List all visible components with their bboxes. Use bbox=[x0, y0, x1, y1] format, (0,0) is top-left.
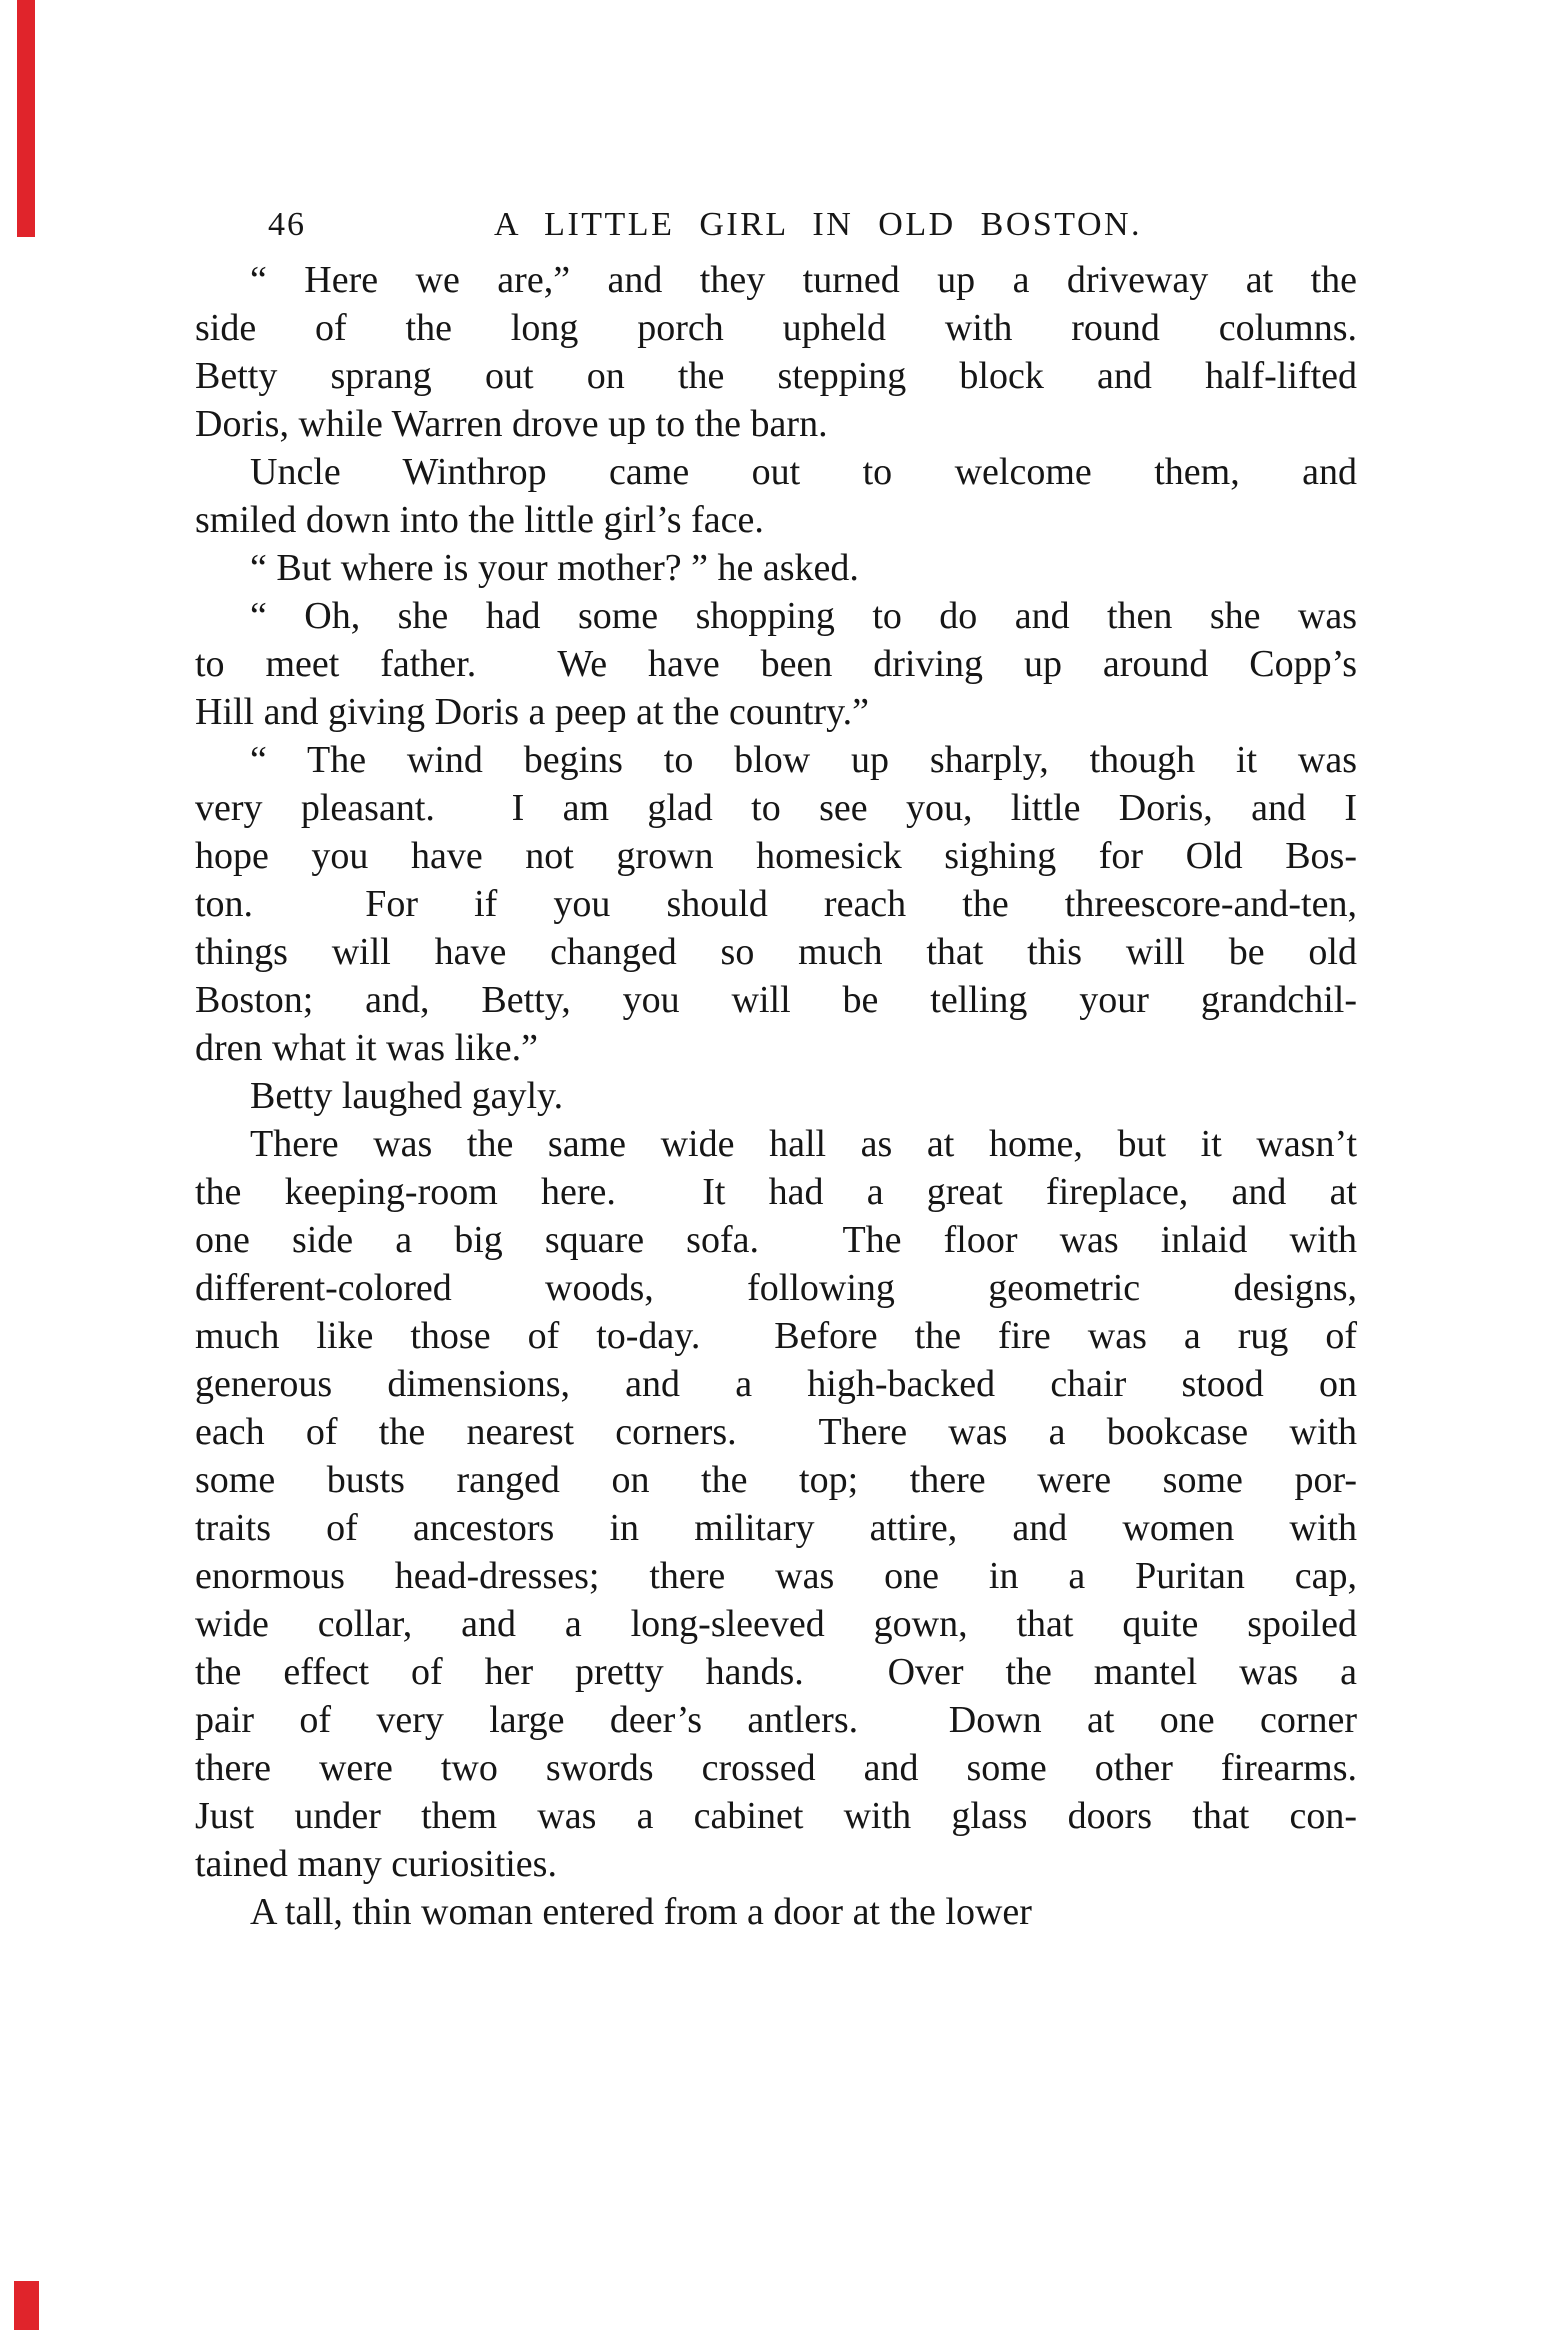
text-block bbox=[195, 256, 1357, 1936]
text-line: hope you have not grown homesick sighing for Old Bos- bbox=[195, 835, 1357, 877]
paragraph bbox=[195, 592, 1357, 736]
text-line: wide collar, and a long-sleeved gown, that quite spoiled bbox=[195, 1603, 1357, 1645]
text-line: much like those of to-day. Before the fire was a rug of bbox=[195, 1315, 1357, 1357]
text-line: some busts ranged on the top; there were some por- bbox=[195, 1459, 1357, 1501]
text-line: “ But where is your mother? ” he asked. bbox=[250, 547, 859, 589]
text-line: very pleasant. I am glad to see you, little Doris, and I bbox=[195, 787, 1357, 829]
text-line: Betty laughed gayly. bbox=[250, 1075, 564, 1117]
paragraph bbox=[195, 1072, 1357, 1120]
text-line: tained many curiosities. bbox=[195, 1843, 557, 1885]
text-column bbox=[195, 202, 1357, 1936]
text-line: Uncle Winthrop came out to welcome them, and bbox=[250, 451, 1357, 493]
text-line: A tall, thin woman entered from a door at the lower bbox=[250, 1891, 1032, 1933]
text-line: “ The wind begins to blow up sharply, though it was bbox=[250, 739, 1357, 781]
red-scan-mark-bottom bbox=[14, 2281, 39, 2330]
paragraph bbox=[195, 256, 1357, 448]
text-line: enormous head-dresses; there was one in a Puritan cap, bbox=[195, 1555, 1357, 1597]
page-number: 46 bbox=[268, 206, 306, 243]
text-line: traits of ancestors in military attire, and women with bbox=[195, 1507, 1357, 1549]
text-line: pair of very large deer’s antlers. Down at one corner bbox=[195, 1699, 1357, 1741]
text-line: things will have changed so much that this will be old bbox=[195, 931, 1357, 973]
text-line: side of the long porch upheld with round columns. bbox=[195, 307, 1357, 349]
paragraph bbox=[195, 1120, 1357, 1888]
paragraph bbox=[195, 448, 1357, 544]
text-line: Betty sprang out on the stepping block and half-lifted bbox=[195, 355, 1357, 397]
text-line: “ Here we are,” and they turned up a driveway at the bbox=[250, 259, 1357, 301]
text-line: each of the nearest corners. There was a bookcase with bbox=[195, 1411, 1357, 1453]
text-line: “ Oh, she had some shopping to do and then she was bbox=[250, 595, 1357, 637]
paragraph bbox=[195, 736, 1357, 1072]
text-line: to meet father. We have been driving up around Copp’s bbox=[195, 643, 1357, 685]
text-line: different-colored woods, following geometric designs, bbox=[195, 1267, 1357, 1309]
text-line: Doris, while Warren drove up to the barn. bbox=[195, 403, 828, 445]
running-title: A LITTLE GIRL IN OLD BOSTON. bbox=[494, 206, 1143, 243]
paragraph bbox=[195, 1888, 1357, 1936]
text-line: the keeping-room here. It had a great fireplace, and at bbox=[195, 1171, 1357, 1213]
page-header bbox=[195, 202, 1357, 248]
text-line: Just under them was a cabinet with glass doors that con- bbox=[195, 1795, 1357, 1837]
text-line: There was the same wide hall as at home, but it wasn’t bbox=[250, 1123, 1357, 1165]
red-scan-mark-top bbox=[17, 0, 35, 237]
text-line: Boston; and, Betty, you will be telling your grandchil- bbox=[195, 979, 1357, 1021]
text-line: ton. For if you should reach the threescore-and-ten, bbox=[195, 883, 1357, 925]
text-line: dren what it was like.” bbox=[195, 1027, 538, 1069]
paragraph bbox=[195, 544, 1357, 592]
text-line: the effect of her pretty hands. Over the mantel was a bbox=[195, 1651, 1357, 1693]
text-line: smiled down into the little girl’s face. bbox=[195, 499, 764, 541]
text-line: one side a big square sofa. The floor was inlaid with bbox=[195, 1219, 1357, 1261]
text-line: there were two swords crossed and some other firearms. bbox=[195, 1747, 1357, 1789]
text-line: generous dimensions, and a high-backed chair stood on bbox=[195, 1363, 1357, 1405]
text-line: Hill and giving Doris a peep at the country.” bbox=[195, 691, 869, 733]
